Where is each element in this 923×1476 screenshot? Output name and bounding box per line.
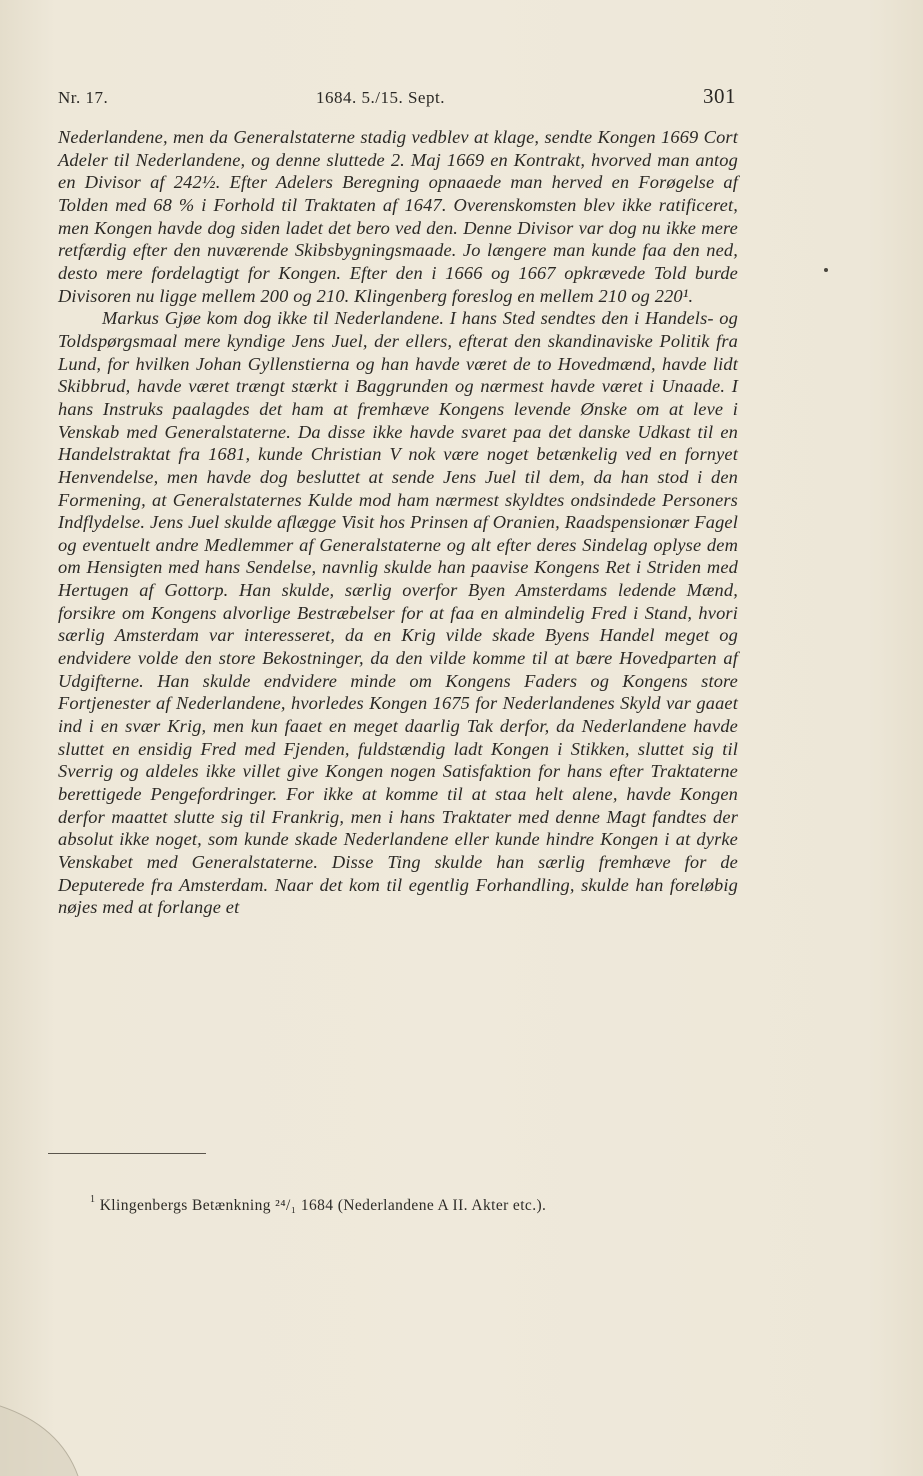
footnote — [90, 1196, 730, 1215]
page-number: 301 — [703, 84, 736, 108]
running-header — [58, 86, 736, 114]
paragraph: Markus Gjøe kom dog ikke til Nederlandene. I hans Sted sendtes den i Handels- og Toldspørgsmaal mere kyndige Jens Juel, der ellers, efterat den skandinaviske Politik fra Lund, for hvilken Johan Gyllenstierna og han havde været de to Hovedmænd, havde lidt Skibbrud, havde været trængt stærkt i Baggrunden og nærmest havde været i Unaade. I hans Instruks paalagdes det ham at fremhæve Kongens levende Ønske om at leve i Venskab med Generalstaterne. Da disse ikke havde svaret paa det danske Udkast til en Handelstraktat fra 1681, kunde Christian V nok være noget betænkelig ved en fornyet Henvendelse, men havde dog besluttet at sende Jens Juel til dem, da han stod i den Formening, at Generalstaternes Kulde mod ham nærmest skyldtes ondsindede Personers Indflydelse. Jens Juel skulde aflægge Visit hos Prinsen af Oranien, Raadspensionær Fagel og eventuelt andre Medlemmer af Generalstaterne og alt efter deres Sindelag oplyse dem om Hensigten med hans Sendelse, navnlig skulde han paavise Kongens Ret i Striden med Hertugen af Gottorp. Han skulde, særlig overfor Byen Amsterdams ledende Mænd, forsikre om Kongens alvorlige Bestræbelser for at faa en almindelig Fred i Stand, hvori særlig Amsterdam var interesseret, da en Krig vilde skade Byens Handel meget og endvidere volde den store Bekostninger, da den vilde komme til at bære Hovedparten af Udgifterne. Han skulde endvidere minde om Kongens Faders og Kongens store Fortjenester af Nederlandene, hvorledes Kongen 1675 for Nederlandenes Skyld var gaaet ind i en svær Krig, men kun faaet en meget daarlig Tak derfor, da Nederlandene havde sluttet en ensidig Fred med Fjenden, fuldstændig ladt Kongen i Stikken, sluttet sig til Sverrig og aldeles ikke villet give Kongen nogen Satisfaktion for hans efter Traktaterne berettigede Pengefordringer. For ikke at komme til at staa helt alene, havde Kongen derfor maattet slutte sig til Frankrig, men i hans Traktater med denne Magt fandtes der absolut ikke noget, som kunde skade Nederlandene eller kunde hindre Kongen i at dyrke Venskabet med Generalstaterne. Disse Ting skulde han særlig fremhæve for de Deputerede fra Amsterdam. Naar det kom til egentlig Forhandling, skulde han foreløbig nøjes med at forlange et — [58, 308, 738, 918]
margin-mark — [824, 268, 828, 272]
paragraph: Nederlandene, men da Generalstaterne stadig vedblev at klage, sendte Kongen 1669 Cort Adeler til Nederlandene, og denne sluttede 2. Maj 1669 en Kontrakt, hvorved man antog en Divisor af 242½. Efter Adelers Beregning opnaaede man herved en Forøgelse af Tolden med 68 % i Forhold til Traktaten af 1647. Overenskomsten blev ikke ratificeret, men Kongen havde dog siden ladet det bero ved den. Denne Divisor var dog nu ikke mere retfærdig efter den nuværende Skibsbygningsmaade. Jo længere man kunde faa den ned, desto mere fordelagtigt for Kongen. Efter den i 1666 og 1667 opkrævede Told burde Divisoren nu ligge mellem 200 og 210. Klingenberg foreslog en mellem 210 og 220¹. — [58, 127, 738, 306]
footnote-marker: 1 — [90, 1194, 96, 1205]
document-date: 1684. 5./15. Sept. — [316, 88, 445, 107]
document-number: Nr. 17. — [58, 88, 109, 107]
footnote-rule — [48, 1153, 206, 1154]
page-curl-shadow — [0, 1366, 90, 1476]
body-text — [58, 126, 738, 919]
footnote-text: Klingenbergs Betænkning ²⁴/₁ 1684 (Nederlandene A II. Akter etc.). — [99, 1197, 547, 1215]
